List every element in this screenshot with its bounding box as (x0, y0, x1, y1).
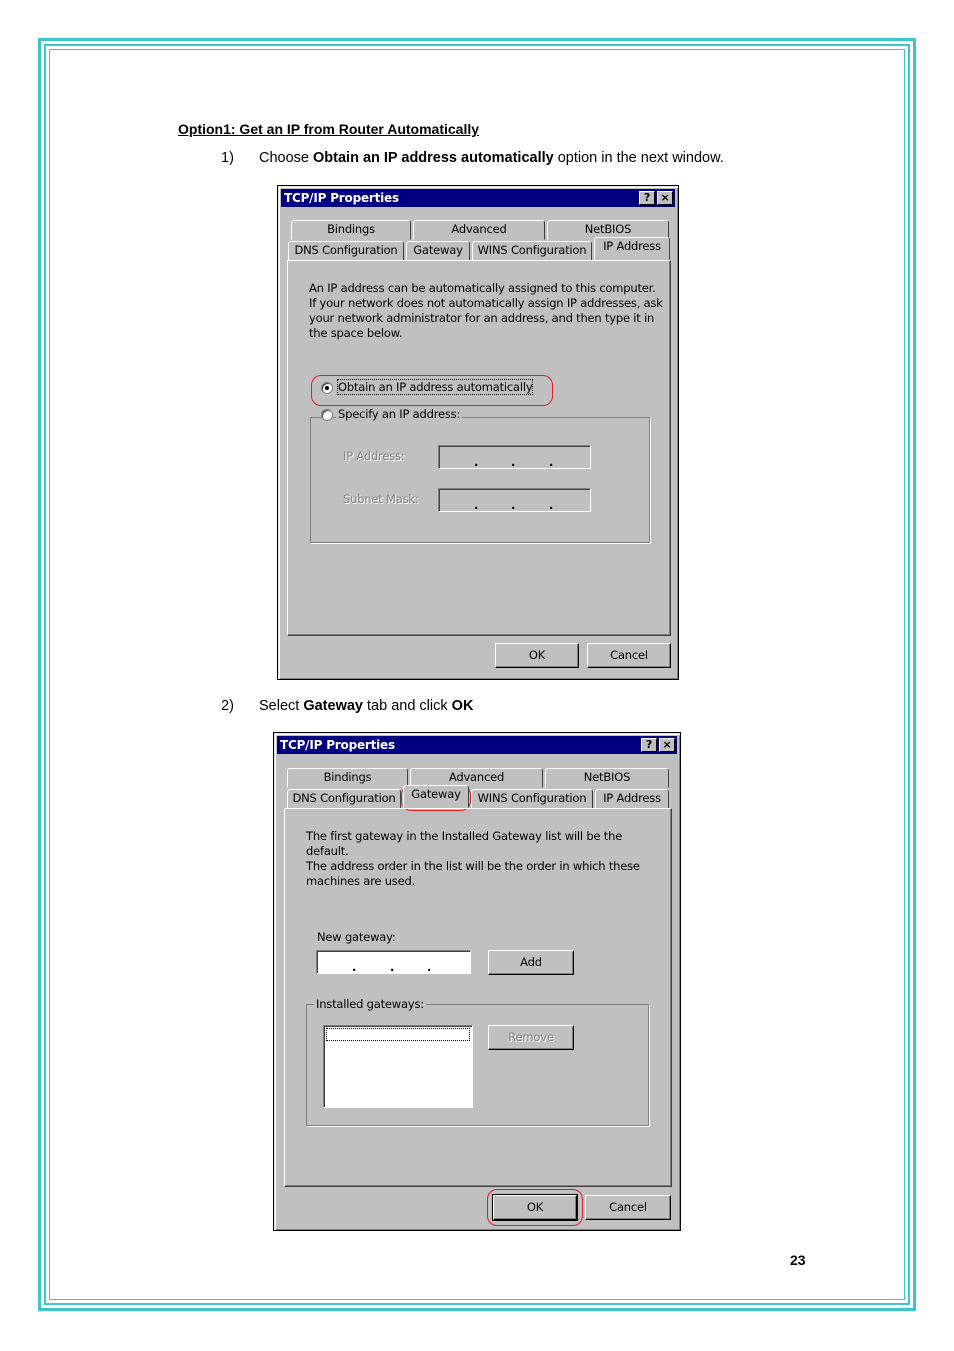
dialog-title: TCP/IP Properties (280, 738, 395, 752)
subnet-mask-label: Subnet Mask: (343, 492, 419, 506)
section-heading: Option1: Get an IP from Router Automatically (178, 121, 480, 137)
tcpip-dialog-gateway (273, 732, 681, 1231)
tab-bindings[interactable]: Bindings (287, 768, 408, 788)
help-button[interactable]: ? (641, 738, 657, 752)
new-gateway-input[interactable]: . . . (316, 950, 471, 974)
highlight-circle (487, 1189, 583, 1226)
list-focus-row (326, 1028, 470, 1041)
dialog-title: TCP/IP Properties (284, 191, 399, 205)
cancel-button[interactable]: Cancel (587, 643, 671, 668)
tcpip-dialog-ip-address (277, 185, 679, 680)
help-button[interactable]: ? (639, 191, 655, 205)
tab-gateway[interactable]: Gateway (403, 785, 469, 808)
tab-panel (287, 260, 671, 636)
title-bar (281, 189, 675, 207)
tab-wins-configuration[interactable]: WINS Configuration (472, 241, 592, 261)
subnet-mask-input[interactable]: . . . (438, 488, 591, 512)
cancel-button[interactable]: Cancel (585, 1195, 671, 1220)
remove-button[interactable]: Remove (488, 1025, 574, 1050)
gateway-description: The first gateway in the Installed Gateway list will be the default. The address order in the list will be the order in which these machines are used. (306, 829, 640, 888)
step-text: Choose Obtain an IP address automatically option in the next window. (259, 150, 724, 166)
close-button[interactable]: × (659, 738, 675, 752)
installed-gateways-list[interactable] (323, 1025, 473, 1108)
specify-ip-group (310, 417, 650, 543)
title-bar (277, 736, 677, 754)
tab-dns-configuration[interactable]: DNS Configuration (287, 789, 401, 809)
installed-gateways-label: Installed gateways: (316, 997, 424, 1011)
step-number: 1) (221, 150, 234, 166)
tab-dns-configuration[interactable]: DNS Configuration (288, 241, 404, 261)
highlight-circle (311, 375, 553, 406)
tab-panel (284, 808, 672, 1187)
tab-ip-address[interactable]: IP Address (594, 237, 670, 260)
tab-gateway[interactable]: Gateway (406, 241, 470, 261)
tab-bindings[interactable]: Bindings (291, 220, 411, 240)
tab-netbios[interactable]: NetBIOS (547, 220, 669, 240)
step-number: 2) (221, 698, 234, 714)
tab-wins-configuration[interactable]: WINS Configuration (471, 789, 593, 809)
close-button[interactable]: × (657, 191, 673, 205)
new-gateway-label: New gateway: (317, 930, 396, 944)
ip-address-label: IP Address: (343, 449, 405, 463)
radio-specify[interactable] (321, 409, 333, 421)
tab-advanced[interactable]: Advanced (413, 220, 545, 240)
radio-obtain-auto-label[interactable]: Obtain an IP address automatically (338, 380, 533, 394)
ip-address-input[interactable]: . . . (438, 445, 591, 469)
step-text: Select Gateway tab and click OK (259, 698, 474, 714)
radio-specify-label[interactable]: Specify an IP address: (338, 407, 461, 421)
add-button[interactable]: Add (488, 950, 574, 975)
tab-netbios[interactable]: NetBIOS (545, 768, 669, 788)
tab-ip-address[interactable]: IP Address (595, 789, 669, 809)
tab-advanced[interactable]: Advanced (410, 768, 543, 788)
ok-button[interactable]: OK (495, 643, 579, 668)
ok-button[interactable]: OK (493, 1195, 577, 1220)
ip-description: An IP address can be automatically assigned to this computer. If your network does not automatically assign IP addresses, ask your network administrator for an address, and then type it in the space below. (309, 281, 663, 340)
page-number: 23 (790, 1252, 806, 1268)
